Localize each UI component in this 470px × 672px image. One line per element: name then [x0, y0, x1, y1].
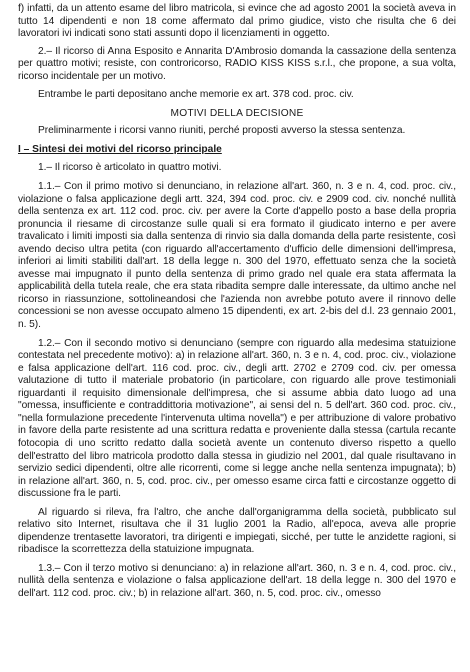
paragraph-al-riguardo: Al riguardo si rileva, fra l'altro, che anche dall'organigramma della società, pubblicato sul relativo sito Internet, risultava che il 31 luglio 2001 la Radio, all'epoca, aveva alle proprie dipendenze trentasette lavoratori, tra dirigenti e impiegati, sicché, per tutte le anzidette ragioni, si ribadisce la scorrettezza della statuizione impugnata.	[18, 506, 456, 556]
paragraph-2: 2.– Il ricorso di Anna Esposito e Annarita D'Ambrosio domanda la cassazione della sentenza per quattro motivi; resiste, con controricorso, RADIO KISS KISS s.r.l., che propone, a sua volta, ricorso incidentale per un motivo.	[18, 45, 456, 82]
paragraph-memorie: Entrambe le parti depositano anche memorie ex art. 378 cod. proc. civ.	[38, 89, 354, 101]
section-title-I: I – Sintesi dei motivi del ricorso principale	[18, 143, 222, 155]
paragraph-f: f) infatti, da un attento esame del libro matricola, si evince che ad agosto 2001 la società aveva in tutto 14 dipendenti e non 18 come affermato dal primo giudice, visto che risulta che 6 dei lavoratori ivi indicati sono stati assunti dopo il licenziamenti in oggetto.	[18, 3, 456, 40]
paragraph-1: 1.– Il ricorso è articolato in quattro motivi.	[38, 162, 222, 174]
paragraph-1-2: 1.2.– Con il secondo motivo si denunciano (sempre con riguardo alla medesima statuizione contestata nel precedente motivo): a) in relazione all'art. 360, n. 3 e n. 4, cod. proc. civ., violazione e falsa applicazione dell'art. 116 cod. proc. civ., degli artt. 2702 e 2709 cod. civ. per omessa valutazione di tutto il materiale probatorio (in particolare, con riguardo alle prove testimoniali riguardanti il requisito dimensionale dell'impresa, che si assume abbia dato luogo ad una "omessa, insufficiente e contraddittoria motivazione", ai sensi del n. 5 dell'art. 360 cod. proc. civ., "nella formulazione precedente l'intervenuta ultima novella") e per attribuzione di valore probativo in favore della parte resistente ad una scrittura redatta e proveniente dalla stessa (cartula recante fotocopia di uno scritto redatto dalla società avente un contenuto diverso rispetto a quello dell'estratto del libro matricola prodotto dalla stessa in giudizio nel 2001, dal quale risultavano in servizio sedici dipendenti, oltre alle ricorrenti, come si legge anche nella sentenza impugnata); b) in relazione all'art. 360, n. 5, cod. proc. civ., per omesso esame circa fatti e circostanze oggetto di discussione fra le parti.	[18, 337, 456, 500]
paragraph-1-3: 1.3.– Con il terzo motivo si denunciano: a) in relazione all'art. 360, n. 3 e n. 4, cod. proc. civ., nullità della sentenza e violazione o falsa applicazione dell'art. 18 della legge n. 300 del 1970 e dell'art. 112 cod. proc. civ.; b) in relazione all'art. 360, n. 5, cod. proc. civ., omesso	[18, 562, 456, 599]
paragraph-1-1: 1.1.– Con il primo motivo si denunciano, in relazione all'art. 360, n. 3 e n. 4, cod. proc. civ., violazione o falsa applicazione degli artt. 324, 394 cod. proc. civ. e 2909 cod. civ. nonché nullità della sentenza ex art. 112 cod. proc. civ. per avere la Corte d'appello posto a base della propria pronuncia il riesame di circostanze sulle quali si era formato il giudicato interno e per avere travalicato i limiti imposti sia dalla sentenza di rinvio sia dalla domanda della parte resistente, così avendo deciso ultra petita (con riguardo all'accertamento d'ufficio delle dimensioni dell'impresa, inferiori ai limiti stabiliti dall'art. 18 della legge n. 300 del 1970, effettuato senza che la società avesse mai impugnato il punto della sentenza di primo grado nel quale era stata affermata la applicabilità della tutela reale, che era stata ribadita sempre dalle interessate, da ultimo anche nel ricorso in riassunzione, sottolineandosi che l'azienda non avrebbe potuto avere il rinnovo delle concessioni se non avesse occupato almeno 15 dipendenti, ex art. 2-bis del d.l. 23 gennaio 2001, n. 5).	[18, 181, 456, 331]
heading-motivi: MOTIVI DELLA DECISIONE	[170, 107, 304, 119]
paragraph-preliminarmente: Preliminarmente i ricorsi vanno riuniti, perché proposti avverso la stessa sentenza.	[38, 125, 406, 137]
